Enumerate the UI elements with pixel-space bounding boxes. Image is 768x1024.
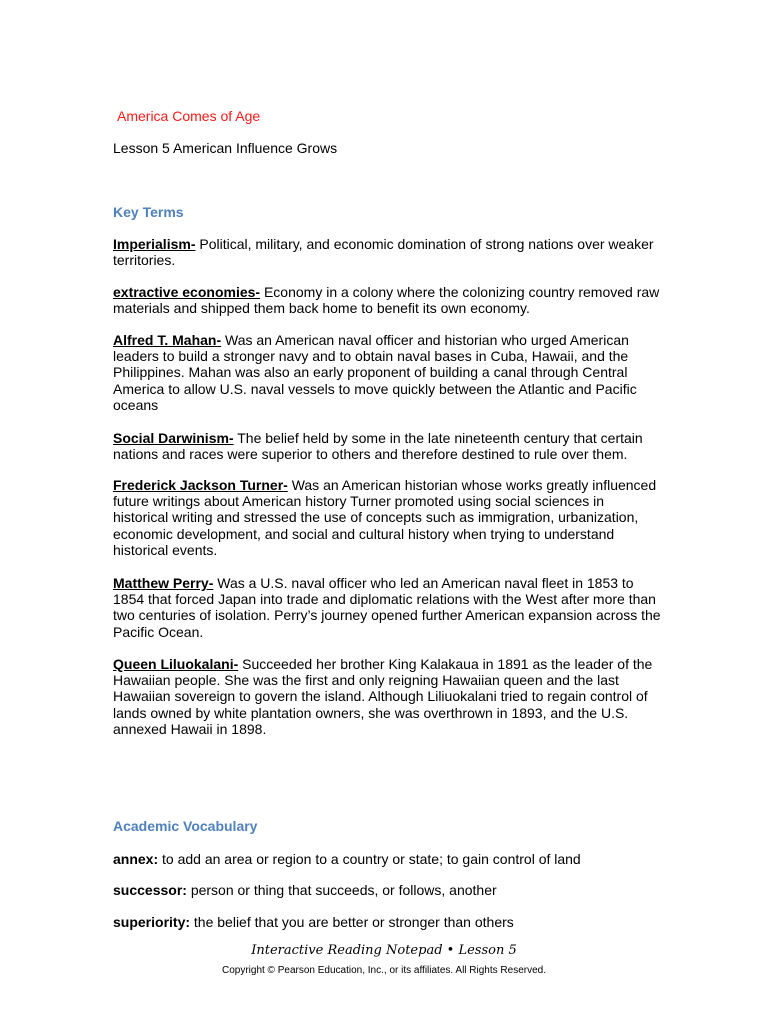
- key-terms-heading: Key Terms: [113, 204, 184, 220]
- term-definition: Succeeded her brother King Kalakaua in 1891 as the leader of the Hawaiian people. She was the first and only reigning Hawaiian queen and the last Hawaiian sovereign to govern the island. Although Liliuokalani tried to regain control of lands owned by white plantation owners, she was overthrown in 1893, and the U.S. annexed Hawaii in 1898.: [113, 656, 653, 737]
- vocab-definition: to add an area or region to a country or state; to gain control of land: [158, 851, 581, 867]
- academic-vocabulary-heading: Academic Vocabulary: [113, 818, 258, 834]
- term-label: Frederick Jackson Turner-: [113, 477, 288, 493]
- key-term-imperialism: [113, 236, 663, 268]
- key-term-matthew-perry: [113, 575, 663, 640]
- term-label: Alfred T. Mahan-: [113, 332, 222, 348]
- term-definition: Was an American historian whose works greatly influenced future writings about American history Turner promoted using social sciences in historical writing and stressed the use of concepts such as immigration, urbanization, economic development, and social and cultural history when trying to understand historical events.: [113, 477, 657, 558]
- term-label: extractive economies-: [113, 284, 261, 300]
- key-term-extractive-economies: [113, 284, 663, 316]
- term-label: Social Darwinism-: [113, 430, 234, 446]
- footer-notepad-label: Interactive Reading Notepad • Lesson 5: [251, 943, 517, 958]
- document-title: America Comes of Age: [117, 108, 261, 124]
- vocab-label: successor:: [113, 882, 187, 898]
- term-definition: Economy in a colony where the colonizing country removed raw materials and shipped them back home to benefit its own economy.: [113, 284, 660, 317]
- vocab-superiority: [113, 914, 663, 930]
- term-label: Imperialism-: [113, 236, 196, 252]
- vocab-label: annex:: [113, 851, 159, 867]
- key-term-social-darwinism: [113, 430, 663, 462]
- term-label: Queen Liluokalani-: [113, 656, 239, 672]
- vocab-annex: [113, 851, 663, 867]
- vocab-successor: [113, 882, 663, 898]
- term-label: Matthew Perry-: [113, 575, 214, 591]
- term-definition: Was an American naval officer and historian who urged American leaders to build a stronger navy and to obtain naval bases in Cuba, Hawaii, and the Philippines. Mahan was also an early proponent of building a canal through Central America to allow U.S. naval vessels to move quickly between the Atlantic and Pacific oceans: [113, 332, 637, 413]
- key-term-alfred-mahan: [113, 332, 663, 413]
- term-definition: The belief held by some in the late nineteenth century that certain nations and races were superior to others and therefore destined to rule over them.: [113, 430, 643, 463]
- key-term-queen-liluokalani: [113, 656, 663, 737]
- vocab-label: superiority:: [113, 914, 191, 930]
- key-term-frederick-jackson-turner: [113, 477, 663, 558]
- vocab-definition: the belief that you are better or stronger than others: [190, 914, 514, 930]
- term-definition: Political, military, and economic domination of strong nations over weaker territories.: [113, 236, 654, 269]
- footer-copyright: Copyright © Pearson Education, Inc., or its affiliates. All Rights Reserved.: [221, 965, 546, 976]
- term-definition: Was a U.S. naval officer who led an American naval fleet in 1853 to 1854 that forced Japan into trade and diplomatic relations with the West after more than two centuries of isolation. Perry’s journey opened further American expansion across the Pacific Ocean.: [113, 575, 661, 640]
- vocab-definition: person or thing that succeeds, or follows, another: [186, 882, 497, 898]
- lesson-subtitle: Lesson 5 American Influence Grows: [113, 140, 338, 156]
